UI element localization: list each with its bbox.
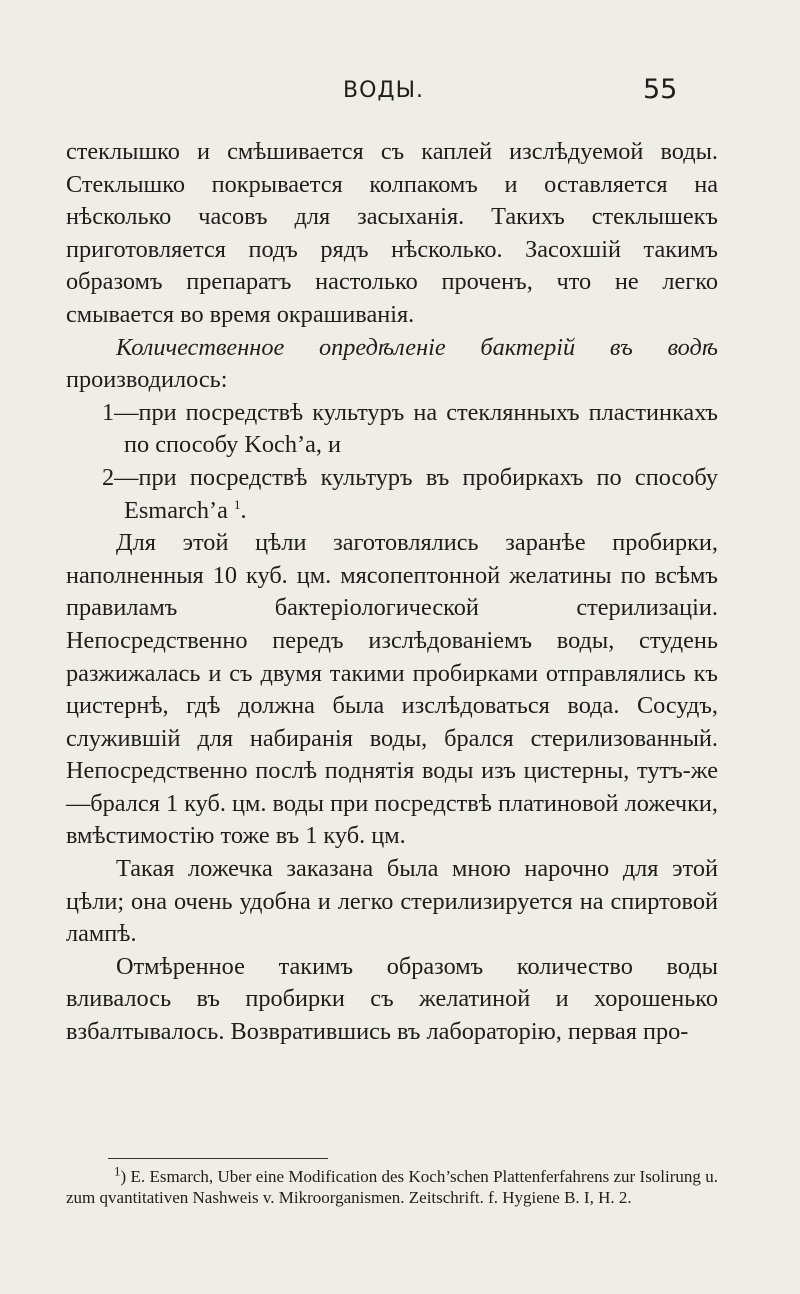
body-text: [66, 136, 718, 1049]
paragraph-quantitative: [66, 332, 718, 397]
footnote-marker: 1: [114, 1163, 121, 1179]
paragraph-procedure: Для этой цѣли заготовлялись заранѣе пробирки, наполненныя 10 куб. цм. мясопептонной желатины по всѣмъ правиламъ бактеріологической стерилизаціи. Непосредственно передъ изслѣдованіемъ воды, студень разжижалась и съ двумя такими пробирками отправлялись къ цистернѣ, гдѣ должна была изслѣдоваться вода. Сосудъ, служившій для набиранія воды, брался стерилизованный. Непосредственно послѣ поднятія воды изъ цистерны, тутъ-же—брался 1 куб. цм. воды при посредствѣ платиновой ложечки, вмѣстимостію тоже въ 1 куб. цм.: [66, 529, 718, 850]
italic-heading: Количественное опредѣленіе бактерій въ водѣ: [116, 333, 718, 361]
list-item-2-text: 2—при посредствѣ культуръ въ пробиркахъ по способу Esmarch’a: [102, 463, 718, 524]
list-item-2-end: .: [240, 496, 247, 524]
running-head: ВОДЫ.: [343, 78, 425, 103]
paragraph-measured: Отмѣренное такимъ образомъ количество воды вливалось въ пробирки съ желатиной и хорошенько взбалтывалось. Возвратившись въ лабораторію, первая про-: [66, 952, 718, 1046]
paragraph-quantitative-rest: производилось:: [66, 366, 228, 394]
footnote-text: ) E. Esmarch, Uber eine Modification des Koch’schen Plattenferfahrens zur Isolirung u. zum qvantitativen Nashweis v. Mikroorganismen. Zeitschrift. f. Hygiene B. I, H. 2.: [66, 1167, 718, 1207]
list-item-1: 1—при посредствѣ культуръ на стеклянныхъ пластинкахъ по способу Koch’a, и: [102, 398, 718, 459]
list-item-2: [66, 462, 718, 527]
page-number: 55: [643, 74, 678, 105]
page-header: [0, 74, 800, 114]
footnote-reference: 1: [233, 496, 241, 512]
footnote-divider: [108, 1158, 328, 1159]
footnote: [66, 1163, 718, 1208]
paragraph-continuation: стеклышко и смѣшивается съ каплей изслѣдуемой воды. Стеклышко покрывается колпакомъ и оставляется на нѣсколько часовъ для засыханія. Такихъ стеклышекъ приготовляется подъ рядъ нѣсколько. Засохшій такимъ образомъ препаратъ настолько проченъ, что не легко смывается во время окрашиванія.: [66, 138, 718, 328]
paragraph-spoon: Такая ложечка заказана была мною нарочно для этой цѣли; она очень удобна и легко стерилизируется на спиртовой лампѣ.: [66, 855, 718, 948]
